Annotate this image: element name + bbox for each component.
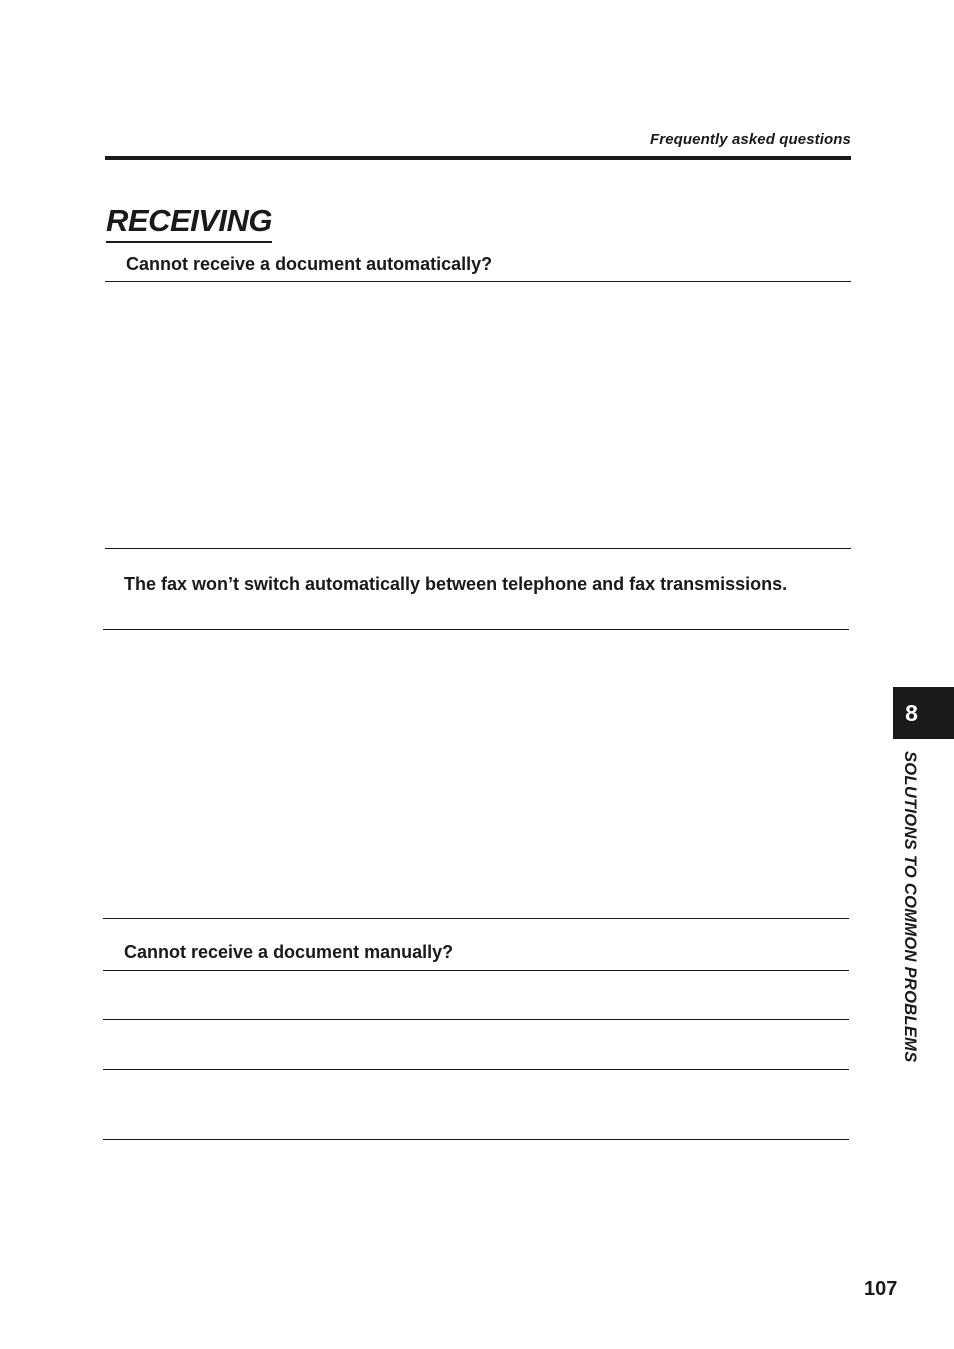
chapter-tab [893,687,954,739]
header-rule [105,156,851,160]
question-1-rule [105,281,851,282]
table-row-rule [103,1019,849,1020]
chapter-number: 8 [905,699,918,726]
answer-1-end-rule [105,548,851,549]
question-heading-2: The fax won’t switch automatically between telephone and fax transmissions. [124,574,788,594]
question-2-rule [103,629,849,630]
question-heading-1: Cannot receive a document automatically? [126,254,493,274]
table-row-rule [103,1139,849,1140]
table-row-rule [103,1069,849,1070]
question-heading-3: Cannot receive a document manually? [124,942,454,962]
answer-2-end-rule [103,918,849,919]
section-title: RECEIVING [106,202,272,243]
page-number: 107 [864,1278,898,1300]
running-header-title: Frequently asked questions [650,131,851,148]
chapter-side-label: SOLUTIONS TO COMMON PROBLEMS [901,751,919,1063]
question-3-rule [103,970,849,971]
